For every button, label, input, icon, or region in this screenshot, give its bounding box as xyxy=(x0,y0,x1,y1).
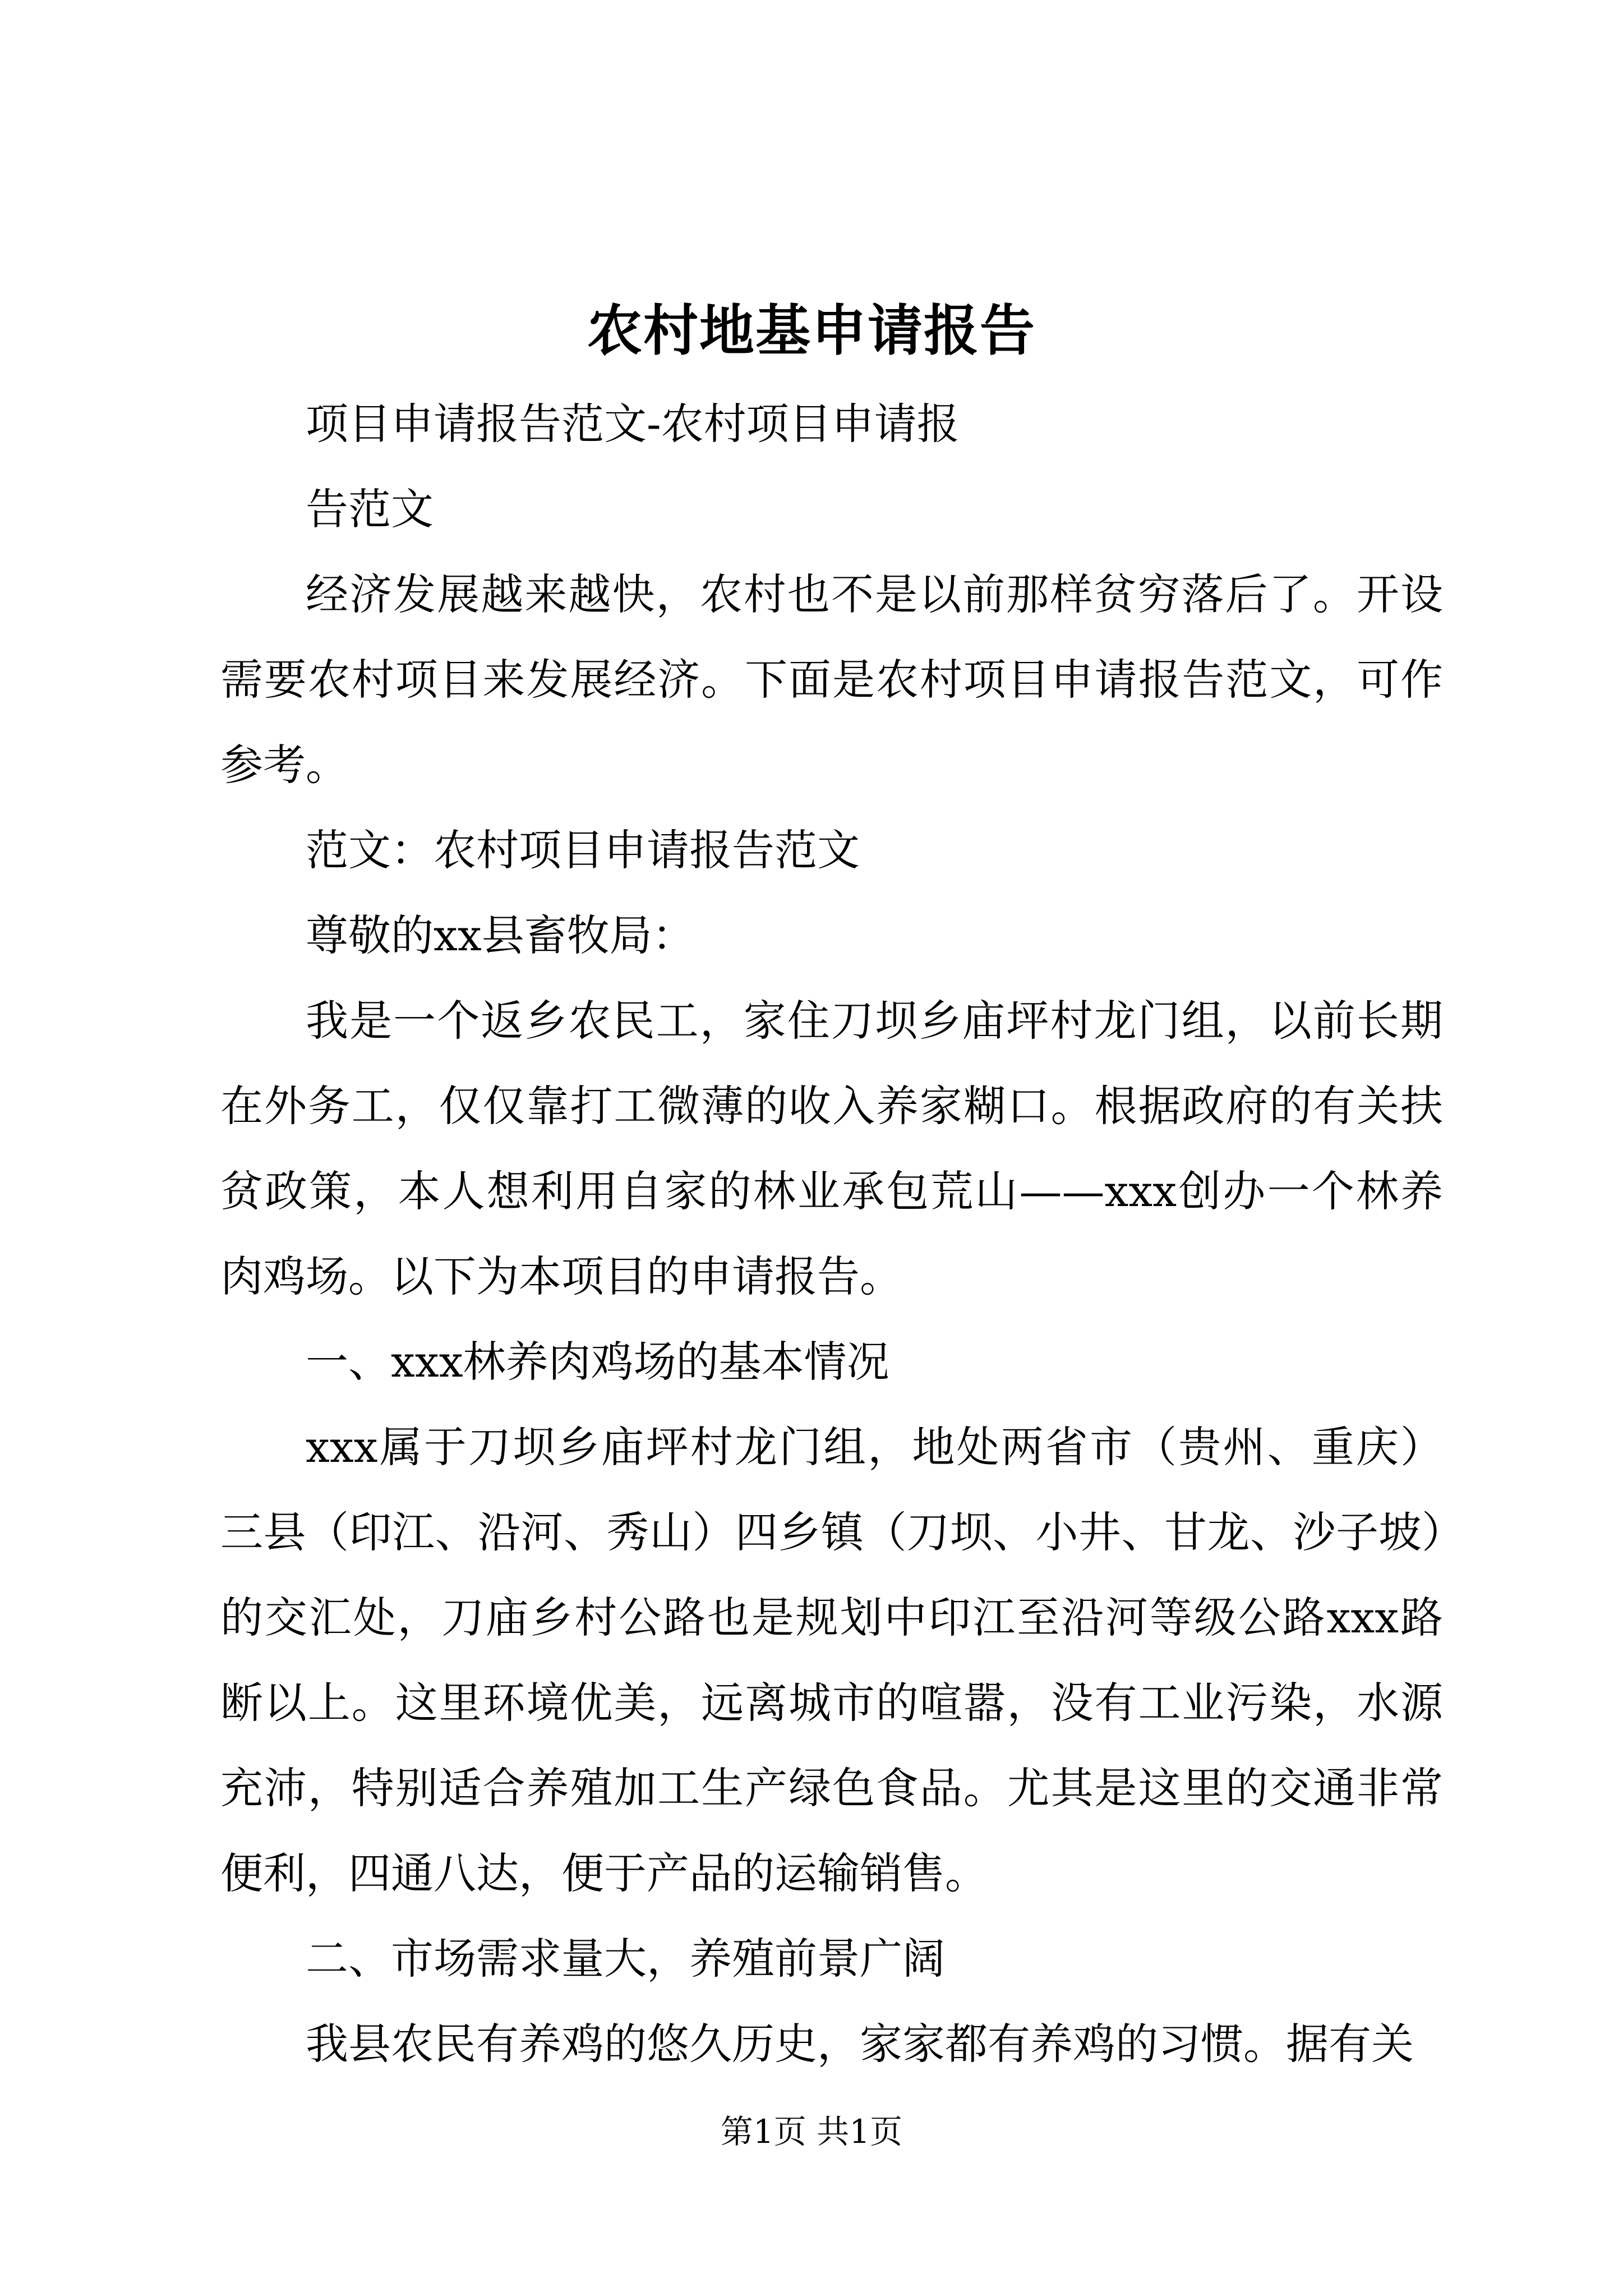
paragraph: xxx属于刀坝乡庙坪村龙门组，地处两省市（贵州、重庆）三县（印江、沿河、秀山）四乡镇（刀坝、小井、甘龙、沙子坡）的交汇处，刀庙乡村公路也是规划中印江至沿河等级公路xxx路断以上。这里环境优美，远离城市的喧嚣，没有工业污染，水源充沛，特别适合养殖加工生产绿色食品。尤其是这里的交通非常便利，四通八达，便于产品的运输销售。 xyxy=(220,1422,1443,1898)
paragraph: 尊敬的xx县畜牧局： xyxy=(306,910,695,960)
paragraph: 我是一个返乡农民工，家住刀坝乡庙坪村龙门组，以前长期在外务工，仅仅靠打工微薄的收入养家糊口。根据政府的有关扶贫政策，本人想利用自家的林业承包荒山——xxx创办一个林养肉鸡场。以下为本项目的申请报告。 xyxy=(220,996,1443,1301)
paragraph: 经济发展越来越快，农村也不是以前那样贫穷落后了。开设需要农村项目来发展经济。下面是农村项目申请报告范文，可作参考。 xyxy=(220,569,1443,790)
paragraph: 范文：农村项目申请报告范文 xyxy=(306,825,860,875)
paragraph: 项目申请报告范文-农村项目申请报 xyxy=(306,399,960,449)
document-body xyxy=(220,381,1443,2087)
document-title: 农村地基申请报告 xyxy=(587,298,1036,363)
page-footer: 第1页 共1页 xyxy=(720,2113,903,2151)
section-heading: 一、xxx林养肉鸡场的基本情况 xyxy=(306,1337,889,1387)
section-heading: 二、市场需求量大，养殖前景广阔 xyxy=(306,1934,945,1984)
paragraph: 我县农民有养鸡的悠久历史，家家都有养鸡的习惯。据有关 xyxy=(306,2019,1414,2069)
paragraph: 告范文 xyxy=(306,484,434,534)
